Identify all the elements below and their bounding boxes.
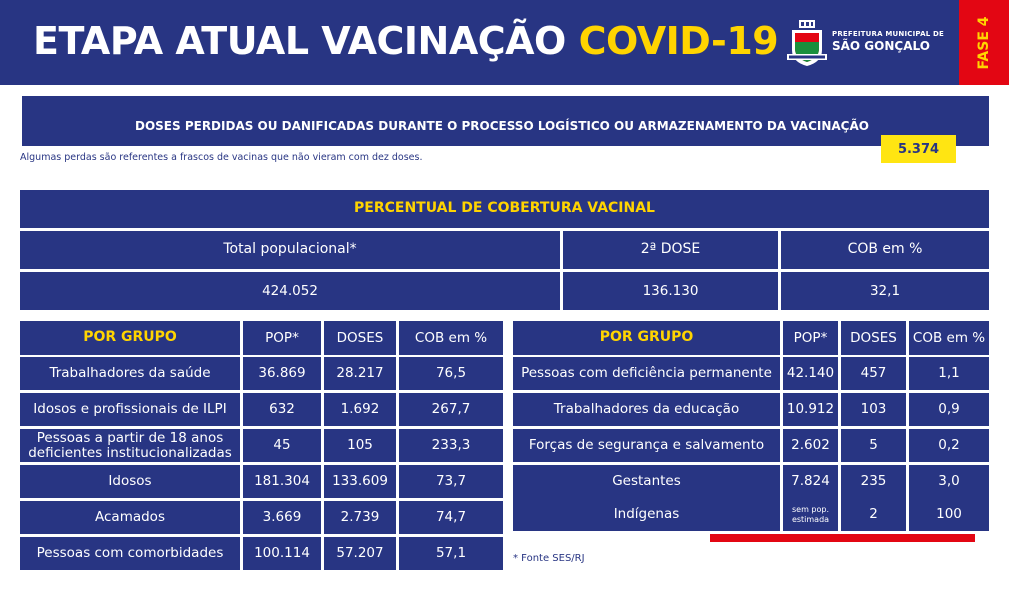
accent-red-bar xyxy=(710,534,975,542)
logo-text-top: PREFEITURA MUNICIPAL DE xyxy=(832,30,945,38)
right-row-doses: 103 xyxy=(841,393,906,426)
right-row-cob: 3,0 xyxy=(909,465,989,498)
left-row-doses: 57.207 xyxy=(324,537,396,570)
right-row-group: Trabalhadores da educação xyxy=(513,393,780,426)
left-row-cob: 76,5 xyxy=(399,357,503,390)
left-header-group: POR GRUPO xyxy=(20,321,240,355)
coverage-header-total: Total populacional* xyxy=(20,231,560,269)
right-row-cob: 1,1 xyxy=(909,357,989,390)
right-row-cob: 0,2 xyxy=(909,429,989,462)
coverage-value-cob: 32,1 xyxy=(781,272,989,310)
left-row-cob: 267,7 xyxy=(399,393,503,426)
coverage-header-cob: COB em % xyxy=(781,231,989,269)
right-row-group: Pessoas com deficiência permanente xyxy=(513,357,780,390)
city-logo xyxy=(787,20,947,70)
phase-tab xyxy=(959,0,1009,85)
left-row-cob: 233,3 xyxy=(399,429,503,462)
title-highlight: COVID-19 xyxy=(578,19,779,63)
right-header-group: POR GRUPO xyxy=(513,321,780,355)
left-row-group: Acamados xyxy=(20,501,240,534)
left-row-pop: 181.304 xyxy=(243,465,321,498)
header-bar xyxy=(0,0,959,85)
left-row-group: Trabalhadores da saúde xyxy=(20,357,240,390)
right-row-pop: 7.824 xyxy=(783,465,838,498)
right-header-pop: POP* xyxy=(783,321,838,355)
left-row-doses: 28.217 xyxy=(324,357,396,390)
left-header-cob: COB em % xyxy=(399,321,503,355)
source-note: * Fonte SES/RJ xyxy=(513,553,585,564)
left-row-pop: 632 xyxy=(243,393,321,426)
right-row-pop: 42.140 xyxy=(783,357,838,390)
left-row-cob: 57,1 xyxy=(399,537,503,570)
left-row-pop: 3.669 xyxy=(243,501,321,534)
right-row-group: Gestantes xyxy=(513,465,780,498)
losses-note: Algumas perdas são referentes a frascos de vacinas que não vieram com dez doses. xyxy=(20,152,423,163)
losses-value-badge: 5.374 xyxy=(881,135,956,163)
right-row-doses: 457 xyxy=(841,357,906,390)
left-row-doses: 2.739 xyxy=(324,501,396,534)
coverage-value-total: 424.052 xyxy=(20,272,560,310)
right-row-doses: 5 xyxy=(841,429,906,462)
right-row-pop: sem pop. estimada xyxy=(783,498,838,531)
left-row-doses: 105 xyxy=(324,429,396,462)
left-header-pop: POP* xyxy=(243,321,321,355)
logo-text-city: SÃO GONÇALO xyxy=(832,39,930,53)
left-row-cob: 74,7 xyxy=(399,501,503,534)
right-row-cob: 100 xyxy=(909,498,989,531)
left-header-doses: DOSES xyxy=(324,321,396,355)
coverage-title: PERCENTUAL DE COBERTURA VACINAL xyxy=(20,190,989,228)
coverage-header-second-dose: 2ª DOSE xyxy=(563,231,778,269)
city-crest-icon xyxy=(787,20,827,68)
right-row-group: Forças de segurança e salvamento xyxy=(513,429,780,462)
left-row-group: Pessoas a partir de 18 anos deficientes institucionalizadas xyxy=(20,429,240,462)
right-header-cob: COB em % xyxy=(909,321,989,355)
title-main: ETAPA ATUAL VACINAÇÃO xyxy=(33,19,566,63)
right-row-doses: 2 xyxy=(841,498,906,531)
coverage-value-second-dose: 136.130 xyxy=(563,272,778,310)
left-row-pop: 45 xyxy=(243,429,321,462)
phase-label: FASE 4 xyxy=(976,15,992,70)
left-row-group: Idosos e profissionais de ILPI xyxy=(20,393,240,426)
right-row-pop: 10.912 xyxy=(783,393,838,426)
left-row-doses: 1.692 xyxy=(324,393,396,426)
page-title xyxy=(33,19,778,63)
right-header-doses: DOSES xyxy=(841,321,906,355)
losses-banner xyxy=(22,96,989,146)
left-row-doses: 133.609 xyxy=(324,465,396,498)
right-row-pop: 2.602 xyxy=(783,429,838,462)
losses-label: DOSES PERDIDAS OU DANIFICADAS DURANTE O PROCESSO LOGÍSTICO OU ARMAZENAMENTO DA VACINAÇÃO xyxy=(135,119,869,133)
left-row-cob: 73,7 xyxy=(399,465,503,498)
left-row-group: Idosos xyxy=(20,465,240,498)
left-row-pop: 100.114 xyxy=(243,537,321,570)
left-row-group: Pessoas com comorbidades xyxy=(20,537,240,570)
right-row-group: Indígenas xyxy=(513,498,780,531)
left-row-pop: 36.869 xyxy=(243,357,321,390)
right-row-cob: 0,9 xyxy=(909,393,989,426)
right-row-doses: 235 xyxy=(841,465,906,498)
